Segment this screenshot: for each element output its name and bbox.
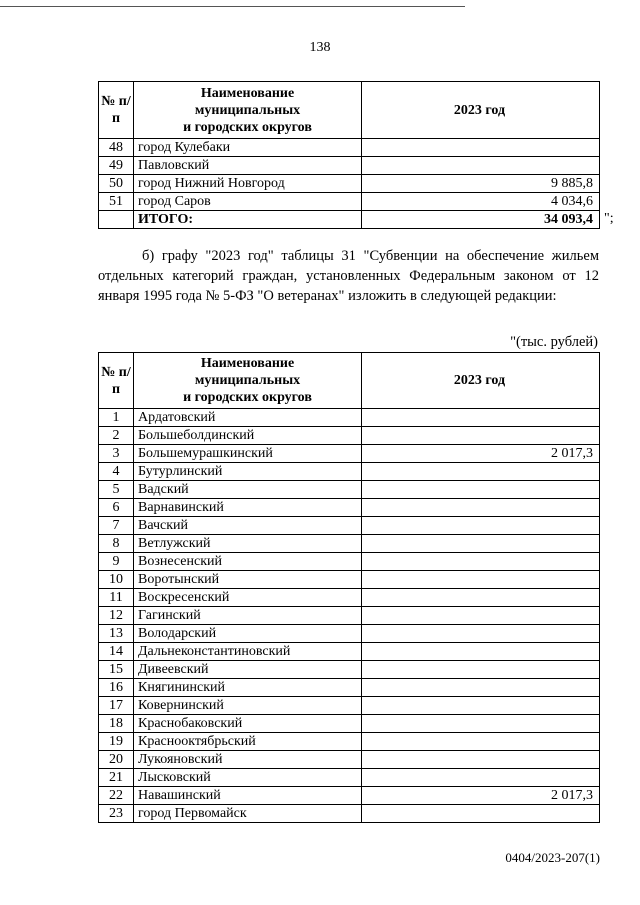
row-name: город Саров bbox=[134, 193, 362, 211]
table-row bbox=[99, 607, 600, 625]
row-num: 50 bbox=[99, 175, 134, 193]
row-value bbox=[362, 571, 600, 589]
row-value bbox=[362, 661, 600, 679]
row-value bbox=[362, 643, 600, 661]
table-row bbox=[99, 445, 600, 463]
table-row bbox=[99, 643, 600, 661]
amendment-paragraph: б) графу "2023 год" таблицы 31 "Субвенции на обеспечение жильем отдельных категорий граждан, установленных Федеральным законом от 12 января 1995 года № 5-ФЗ "О ветеранах" изложить в следующей редакции: bbox=[98, 248, 599, 304]
row-value: 2 017,3 bbox=[362, 787, 600, 805]
page-number: 138 bbox=[309, 40, 331, 55]
row-name: Бутурлинский bbox=[134, 463, 362, 481]
row-name: Вознесенский bbox=[134, 553, 362, 571]
row-num: 6 bbox=[99, 499, 134, 517]
table-1 bbox=[98, 81, 600, 229]
row-name: Большеболдинский bbox=[134, 427, 362, 445]
table-row bbox=[99, 463, 600, 481]
table-row bbox=[99, 535, 600, 553]
header-name bbox=[134, 82, 362, 139]
row-name: Ветлужский bbox=[134, 535, 362, 553]
row-num: 10 bbox=[99, 571, 134, 589]
row-value bbox=[362, 607, 600, 625]
row-name: город Нижний Новгород bbox=[134, 175, 362, 193]
top-rule bbox=[0, 6, 465, 7]
table-row bbox=[99, 175, 600, 193]
table-row bbox=[99, 409, 600, 427]
row-name: Вачский bbox=[134, 517, 362, 535]
row-name: Большемурашкинский bbox=[134, 445, 362, 463]
unit-note: "(тыс. рублей) bbox=[510, 334, 598, 350]
row-value: 9 885,8 bbox=[362, 175, 600, 193]
row-value: 2 017,3 bbox=[362, 445, 600, 463]
header-name-line: Наименование bbox=[200, 85, 295, 101]
row-name: Ардатовский bbox=[134, 409, 362, 427]
row-name: Варнавинский bbox=[134, 499, 362, 517]
row-name: Ковернинский bbox=[134, 697, 362, 715]
row-value bbox=[362, 499, 600, 517]
header-name-line: Наименование bbox=[200, 356, 295, 371]
row-value bbox=[362, 517, 600, 535]
header-num: № п/п bbox=[99, 82, 134, 139]
row-value bbox=[362, 427, 600, 445]
row-name: Краснобаковский bbox=[134, 715, 362, 733]
row-name: Дальнеконстантиновский bbox=[134, 643, 362, 661]
row-value bbox=[362, 769, 600, 787]
row-name: Воротынский bbox=[134, 571, 362, 589]
row-value bbox=[362, 139, 600, 157]
row-name: город Первомайск bbox=[134, 805, 362, 823]
table-row bbox=[99, 211, 600, 229]
header-year: 2023 год bbox=[362, 353, 600, 409]
row-value: 4 034,6 bbox=[362, 193, 600, 211]
table-row bbox=[99, 571, 600, 589]
row-value bbox=[362, 697, 600, 715]
row-num: 22 bbox=[99, 787, 134, 805]
table-row bbox=[99, 715, 600, 733]
row-num: 7 bbox=[99, 517, 134, 535]
row-value bbox=[362, 463, 600, 481]
row-name: Дивеевский bbox=[134, 661, 362, 679]
row-num: 2 bbox=[99, 427, 134, 445]
row-value bbox=[362, 715, 600, 733]
row-num: 19 bbox=[99, 733, 134, 751]
table-row bbox=[99, 733, 600, 751]
table-row bbox=[99, 589, 600, 607]
row-num: 1 bbox=[99, 409, 134, 427]
row-num: 9 bbox=[99, 553, 134, 571]
row-num: 17 bbox=[99, 697, 134, 715]
header-name-line: муниципальных bbox=[194, 373, 301, 388]
table-2-header bbox=[99, 353, 600, 409]
table-row bbox=[99, 697, 600, 715]
row-value bbox=[362, 553, 600, 571]
row-num: 12 bbox=[99, 607, 134, 625]
table-row bbox=[99, 157, 600, 175]
table-row bbox=[99, 805, 600, 823]
header-name bbox=[134, 353, 362, 409]
header-name-line: и городских округов bbox=[183, 390, 312, 405]
row-num: 23 bbox=[99, 805, 134, 823]
row-num: 13 bbox=[99, 625, 134, 643]
row-num: 11 bbox=[99, 589, 134, 607]
row-value bbox=[362, 805, 600, 823]
table-row bbox=[99, 661, 600, 679]
table-row bbox=[99, 139, 600, 157]
header-name-line: и городских округов bbox=[183, 119, 312, 135]
row-num: 21 bbox=[99, 769, 134, 787]
row-name: Володарский bbox=[134, 625, 362, 643]
table-row bbox=[99, 481, 600, 499]
header-year: 2023 год bbox=[362, 82, 600, 139]
table-row bbox=[99, 553, 600, 571]
table-row bbox=[99, 427, 600, 445]
row-num: 14 bbox=[99, 643, 134, 661]
table-row bbox=[99, 517, 600, 535]
row-name: Вадский bbox=[134, 481, 362, 499]
table-row bbox=[99, 751, 600, 769]
table-row bbox=[99, 499, 600, 517]
row-value bbox=[362, 589, 600, 607]
table-2 bbox=[98, 352, 600, 823]
closing-mark: "; bbox=[604, 211, 614, 226]
row-name: город Кулебаки bbox=[134, 139, 362, 157]
row-value bbox=[362, 409, 600, 427]
table-row bbox=[99, 769, 600, 787]
row-name: Лукояновский bbox=[134, 751, 362, 769]
row-num: 51 bbox=[99, 193, 134, 211]
table-row bbox=[99, 679, 600, 697]
row-name: Воскресенский bbox=[134, 589, 362, 607]
row-num: 20 bbox=[99, 751, 134, 769]
table-1-header bbox=[99, 82, 600, 139]
row-value bbox=[362, 157, 600, 175]
header-num: № п/п bbox=[99, 353, 134, 409]
row-num: 3 bbox=[99, 445, 134, 463]
row-value: 34 093,4 bbox=[362, 211, 600, 229]
table-row bbox=[99, 625, 600, 643]
row-name: ИТОГО: bbox=[134, 211, 362, 229]
row-name: Гагинский bbox=[134, 607, 362, 625]
row-num: 15 bbox=[99, 661, 134, 679]
row-num: 48 bbox=[99, 139, 134, 157]
row-name: Княгининский bbox=[134, 679, 362, 697]
row-value bbox=[362, 535, 600, 553]
row-num: 16 bbox=[99, 679, 134, 697]
table-row bbox=[99, 193, 600, 211]
row-value bbox=[362, 679, 600, 697]
row-value bbox=[362, 481, 600, 499]
row-num: 4 bbox=[99, 463, 134, 481]
row-value bbox=[362, 625, 600, 643]
row-num: 49 bbox=[99, 157, 134, 175]
row-num bbox=[99, 211, 134, 229]
header-name-line: муниципальных bbox=[194, 102, 301, 118]
row-name: Навашинский bbox=[134, 787, 362, 805]
row-name: Краснооктябрьский bbox=[134, 733, 362, 751]
table-row bbox=[99, 787, 600, 805]
row-num: 8 bbox=[99, 535, 134, 553]
row-value bbox=[362, 751, 600, 769]
row-name: Лысковский bbox=[134, 769, 362, 787]
row-num: 5 bbox=[99, 481, 134, 499]
row-name: Павловский bbox=[134, 157, 362, 175]
row-num: 18 bbox=[99, 715, 134, 733]
document-code: 0404/2023-207(1) bbox=[505, 850, 600, 865]
row-value bbox=[362, 733, 600, 751]
